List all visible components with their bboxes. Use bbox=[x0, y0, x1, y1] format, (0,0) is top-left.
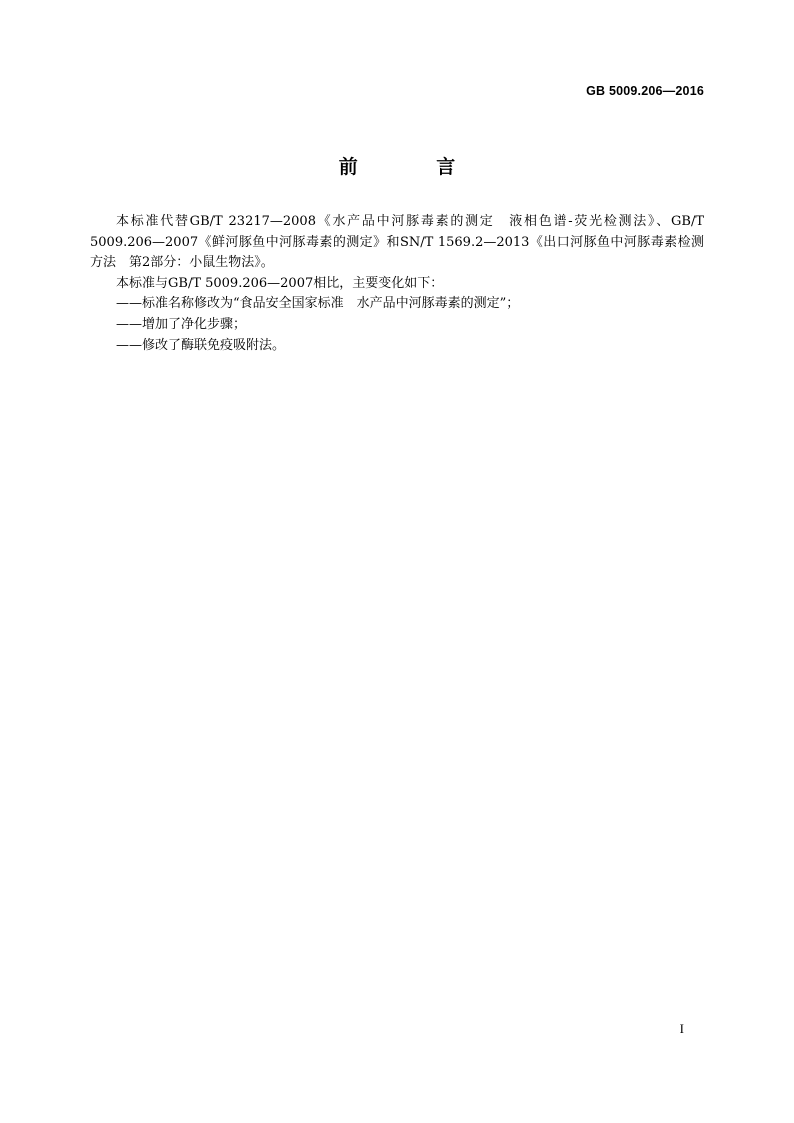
foreword-body bbox=[90, 212, 704, 356]
standard-code: GB 5009.206—2016 bbox=[586, 84, 704, 98]
change-item-title: ——标准名称修改为“食品安全国家标准 水产品中河豚毒素的测定”； bbox=[116, 296, 520, 312]
changes-list bbox=[90, 294, 704, 356]
change-item-cleanup: ——增加了净化步骤； bbox=[116, 316, 247, 332]
replacement-paragraph: 本标准代替GB/T 23217—2008《水产品中河豚毒素的测定 液相色谱-荧光检测法》、GB/T 5009.206—2007《鲜河豚鱼中河豚毒素的测定》和SN/T 1569.2—2013《出口河豚鱼中河豚毒素检测方法 第2部分：小鼠生物法》。 bbox=[90, 214, 704, 271]
page-title: 前 言 bbox=[338, 156, 492, 178]
change-item-elisa: ——修改了酶联免疫吸附法。 bbox=[116, 337, 286, 353]
changes-intro-paragraph: 本标准与GB/T 5009.206—2007相比，主要变化如下： bbox=[116, 275, 444, 291]
page-number: I bbox=[679, 1021, 684, 1036]
